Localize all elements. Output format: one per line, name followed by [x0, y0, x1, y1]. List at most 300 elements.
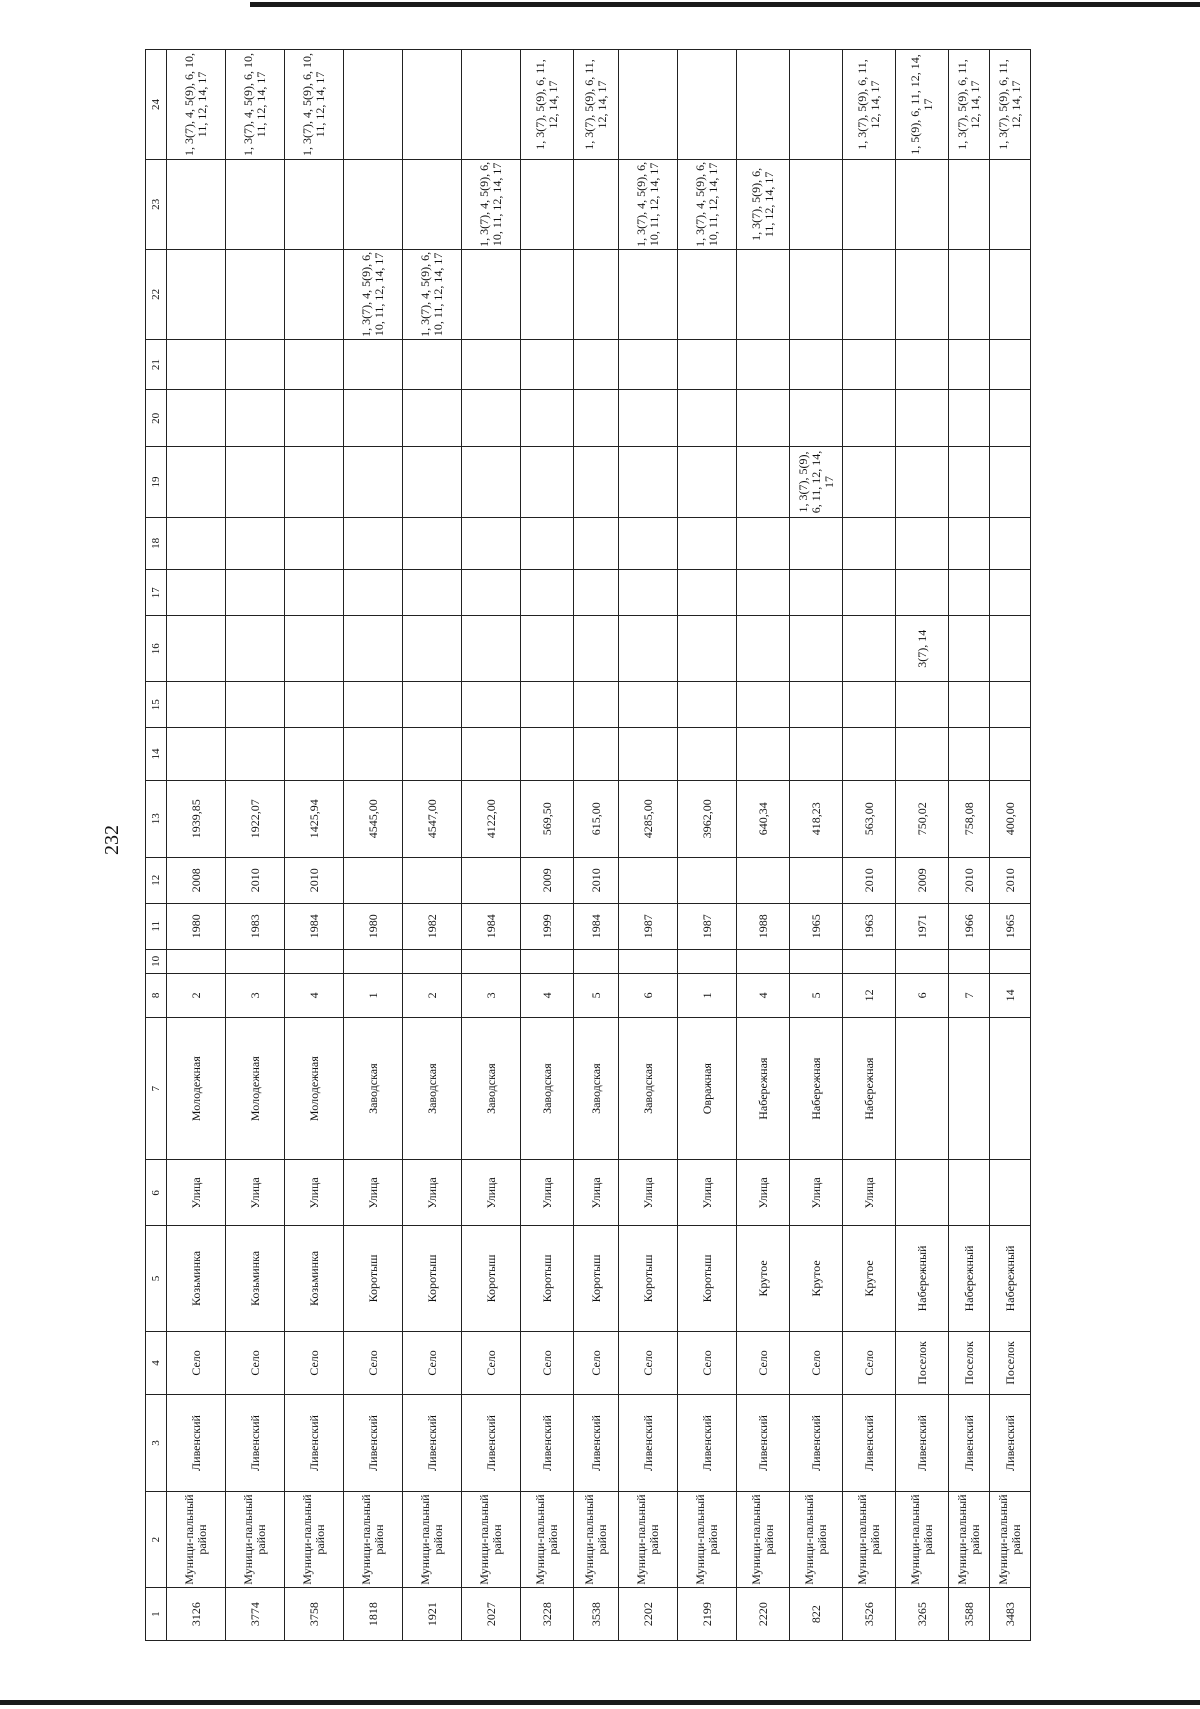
col-23: 1, 3(7), 4, 5(9), 6, 10, 11, 12, 14, 17 — [619, 159, 678, 249]
table-row — [167, 50, 226, 1641]
col-21 — [678, 339, 737, 389]
col-14 — [226, 728, 285, 781]
col-16 — [226, 616, 285, 682]
col-17 — [574, 570, 619, 616]
col-20 — [574, 390, 619, 447]
row-id: 3526 — [843, 1588, 896, 1641]
year-repair: 2010 — [949, 857, 990, 903]
year-built: 1980 — [167, 903, 226, 949]
year-repair: 2010 — [226, 857, 285, 903]
col-17 — [896, 570, 949, 616]
year-built: 1999 — [521, 903, 574, 949]
col-23 — [226, 159, 285, 249]
col-19 — [521, 447, 574, 517]
col-21 — [226, 339, 285, 389]
col-15 — [226, 682, 285, 728]
column-number: 24 — [146, 50, 167, 160]
col-18 — [167, 517, 226, 570]
col-20 — [990, 390, 1031, 447]
row-id: 3126 — [167, 1588, 226, 1641]
street-type: Улица — [167, 1160, 226, 1226]
col-15 — [843, 682, 896, 728]
col-14 — [790, 728, 843, 781]
year-built: 1965 — [790, 903, 843, 949]
col-10 — [167, 949, 226, 973]
row-id: 3483 — [990, 1588, 1031, 1641]
col-14 — [619, 728, 678, 781]
col-10 — [737, 949, 790, 973]
year-repair — [403, 857, 462, 903]
table-row — [990, 50, 1031, 1641]
col-10 — [896, 949, 949, 973]
col-16 — [344, 616, 403, 682]
house: 1 — [678, 973, 737, 1017]
year-repair: 2009 — [521, 857, 574, 903]
col-17 — [843, 570, 896, 616]
col-17 — [990, 570, 1031, 616]
street-type: Улица — [619, 1160, 678, 1226]
col-21 — [285, 339, 344, 389]
year-repair: 2010 — [990, 857, 1031, 903]
year-built: 1971 — [896, 903, 949, 949]
col-15 — [790, 682, 843, 728]
col-21 — [574, 339, 619, 389]
year-repair: 2010 — [285, 857, 344, 903]
street-type — [896, 1160, 949, 1226]
col-14 — [344, 728, 403, 781]
column-number: 10 — [146, 949, 167, 973]
column-number: 7 — [146, 1017, 167, 1160]
col-19 — [285, 447, 344, 517]
col-16 — [403, 616, 462, 682]
district: Ливенский — [574, 1395, 619, 1492]
column-number: 12 — [146, 857, 167, 903]
settlement: Коротыш — [403, 1226, 462, 1331]
settlement-type: Поселок — [896, 1331, 949, 1395]
settlement-type: Село — [678, 1331, 737, 1395]
year-built: 1984 — [574, 903, 619, 949]
col-14 — [896, 728, 949, 781]
col-15 — [462, 682, 521, 728]
col-16 — [790, 616, 843, 682]
table-row — [285, 50, 344, 1641]
col-22 — [285, 249, 344, 339]
area: 569,50 — [521, 780, 574, 857]
year-built: 1984 — [462, 903, 521, 949]
col-15 — [167, 682, 226, 728]
register-table-frame — [145, 49, 1200, 1641]
col-23: 1, 3(7), 4, 5(9), 6, 10, 11, 12, 14, 17 — [678, 159, 737, 249]
col-17 — [790, 570, 843, 616]
col-16 — [574, 616, 619, 682]
house: 2 — [403, 973, 462, 1017]
year-built: 1965 — [990, 903, 1031, 949]
district: Ливенский — [521, 1395, 574, 1492]
municipality: Муници-пальный район — [843, 1491, 896, 1588]
col-15 — [344, 682, 403, 728]
house: 4 — [737, 973, 790, 1017]
col-14 — [462, 728, 521, 781]
col-24: 1, 3(7), 5(9), 6, 11, 12, 14, 17 — [521, 50, 574, 160]
col-15 — [949, 682, 990, 728]
col-22 — [619, 249, 678, 339]
col-23 — [990, 159, 1031, 249]
municipality: Муници-пальный район — [896, 1491, 949, 1588]
column-number: 22 — [146, 249, 167, 339]
col-20 — [403, 390, 462, 447]
area: 1939,85 — [167, 780, 226, 857]
col-24: 1, 3(7), 4, 5(9), 6, 10, 11, 12, 14, 17 — [226, 50, 285, 160]
house: 3 — [462, 973, 521, 1017]
col-23 — [790, 159, 843, 249]
year-built: 1966 — [949, 903, 990, 949]
district: Ливенский — [285, 1395, 344, 1492]
col-20 — [896, 390, 949, 447]
municipality: Муници-пальный район — [521, 1491, 574, 1588]
municipality: Муници-пальный район — [403, 1491, 462, 1588]
col-22: 1, 3(7), 4, 5(9), 6, 10, 11, 12, 14, 17 — [344, 249, 403, 339]
settlement: Козьминка — [167, 1226, 226, 1331]
column-number: 17 — [146, 570, 167, 616]
table-row — [462, 50, 521, 1641]
col-19 — [574, 447, 619, 517]
street: Заводская — [619, 1017, 678, 1160]
col-23: 1, 3(7), 5(9), 6, 11, 12, 14, 17 — [737, 159, 790, 249]
settlement: Коротыш — [619, 1226, 678, 1331]
col-23 — [949, 159, 990, 249]
col-17 — [949, 570, 990, 616]
col-16: 3(7), 14 — [896, 616, 949, 682]
street: Молодежная — [226, 1017, 285, 1160]
settlement-type: Село — [167, 1331, 226, 1395]
municipality: Муници-пальный район — [619, 1491, 678, 1588]
table-row — [403, 50, 462, 1641]
year-repair — [462, 857, 521, 903]
district: Ливенский — [462, 1395, 521, 1492]
col-15 — [521, 682, 574, 728]
area: 4122,00 — [462, 780, 521, 857]
col-20 — [344, 390, 403, 447]
district: Ливенский — [403, 1395, 462, 1492]
col-24: 1, 5(9), 6, 11, 12, 14, 17 — [896, 50, 949, 160]
area: 4285,00 — [619, 780, 678, 857]
settlement: Коротыш — [574, 1226, 619, 1331]
column-number: 6 — [146, 1160, 167, 1226]
col-18 — [790, 517, 843, 570]
col-22 — [896, 249, 949, 339]
settlement-type: Село — [344, 1331, 403, 1395]
area: 1425,94 — [285, 780, 344, 857]
house: 2 — [167, 973, 226, 1017]
col-22: 1, 3(7), 4, 5(9), 6, 10, 11, 12, 14, 17 — [403, 249, 462, 339]
col-23 — [344, 159, 403, 249]
municipality: Муници-пальный район — [344, 1491, 403, 1588]
district: Ливенский — [990, 1395, 1031, 1492]
street-type: Улица — [843, 1160, 896, 1226]
column-number: 20 — [146, 390, 167, 447]
col-14 — [990, 728, 1031, 781]
col-16 — [949, 616, 990, 682]
street-type: Улица — [790, 1160, 843, 1226]
col-14 — [843, 728, 896, 781]
col-18 — [403, 517, 462, 570]
row-id: 3774 — [226, 1588, 285, 1641]
settlement-type: Село — [285, 1331, 344, 1395]
col-17 — [678, 570, 737, 616]
col-14 — [737, 728, 790, 781]
col-23 — [403, 159, 462, 249]
col-15 — [737, 682, 790, 728]
col-24 — [790, 50, 843, 160]
year-repair: 2010 — [574, 857, 619, 903]
street-type — [949, 1160, 990, 1226]
col-20 — [521, 390, 574, 447]
row-id: 2220 — [737, 1588, 790, 1641]
col-23 — [285, 159, 344, 249]
col-14 — [285, 728, 344, 781]
col-10 — [521, 949, 574, 973]
district: Ливенский — [344, 1395, 403, 1492]
col-16 — [285, 616, 344, 682]
col-16 — [990, 616, 1031, 682]
col-18 — [990, 517, 1031, 570]
column-number: 15 — [146, 682, 167, 728]
house: 7 — [949, 973, 990, 1017]
house: 5 — [790, 973, 843, 1017]
settlement-type: Село — [462, 1331, 521, 1395]
col-18 — [843, 517, 896, 570]
col-21 — [344, 339, 403, 389]
district: Ливенский — [619, 1395, 678, 1492]
settlement: Набережный — [896, 1226, 949, 1331]
street: Заводская — [403, 1017, 462, 1160]
col-18 — [344, 517, 403, 570]
column-number: 18 — [146, 517, 167, 570]
street: Заводская — [462, 1017, 521, 1160]
municipality: Муници-пальный район — [462, 1491, 521, 1588]
col-21 — [843, 339, 896, 389]
street: Набережная — [737, 1017, 790, 1160]
col-21 — [521, 339, 574, 389]
area: 4545,00 — [344, 780, 403, 857]
settlement-type: Село — [790, 1331, 843, 1395]
year-repair — [737, 857, 790, 903]
table-row — [226, 50, 285, 1641]
year-repair: 2010 — [843, 857, 896, 903]
area: 750,02 — [896, 780, 949, 857]
col-24: 1, 3(7), 4, 5(9), 6, 10, 11, 12, 14, 17 — [285, 50, 344, 160]
street: Молодежная — [285, 1017, 344, 1160]
table-row — [619, 50, 678, 1641]
row-id: 3538 — [574, 1588, 619, 1641]
area: 1922,07 — [226, 780, 285, 857]
column-number: 19 — [146, 447, 167, 517]
year-repair: 2008 — [167, 857, 226, 903]
area: 563,00 — [843, 780, 896, 857]
col-10 — [462, 949, 521, 973]
row-id: 1818 — [344, 1588, 403, 1641]
row-id: 2202 — [619, 1588, 678, 1641]
area: 400,00 — [990, 780, 1031, 857]
col-16 — [521, 616, 574, 682]
year-built: 1988 — [737, 903, 790, 949]
table-row — [737, 50, 790, 1641]
municipality: Муници-пальный район — [167, 1491, 226, 1588]
house: 14 — [990, 973, 1031, 1017]
column-number: 11 — [146, 903, 167, 949]
col-21 — [790, 339, 843, 389]
year-repair — [678, 857, 737, 903]
col-23 — [521, 159, 574, 249]
col-19 — [949, 447, 990, 517]
district: Ливенский — [843, 1395, 896, 1492]
col-20 — [226, 390, 285, 447]
col-23 — [574, 159, 619, 249]
col-14 — [949, 728, 990, 781]
district: Ливенский — [737, 1395, 790, 1492]
col-24: 1, 3(7), 5(9), 6, 11, 12, 14, 17 — [843, 50, 896, 160]
settlement-type: Село — [521, 1331, 574, 1395]
street-type: Улица — [462, 1160, 521, 1226]
col-15 — [285, 682, 344, 728]
street: Овражная — [678, 1017, 737, 1160]
street-type: Улица — [226, 1160, 285, 1226]
house: 3 — [226, 973, 285, 1017]
district: Ливенский — [949, 1395, 990, 1492]
municipality: Муници-пальный район — [990, 1491, 1031, 1588]
street-type: Улица — [521, 1160, 574, 1226]
page-number: 232 — [101, 825, 123, 855]
col-17 — [285, 570, 344, 616]
settlement: Крутое — [737, 1226, 790, 1331]
table-row — [521, 50, 574, 1641]
table-row — [790, 50, 843, 1641]
settlement-type: Поселок — [949, 1331, 990, 1395]
column-number-row — [146, 50, 167, 1641]
col-19: 1, 3(7), 5(9), 6, 11, 12, 14, 17 — [790, 447, 843, 517]
col-24: 1, 3(7), 5(9), 6, 11, 12, 14, 17 — [949, 50, 990, 160]
bottom-rule — [0, 1700, 1200, 1705]
col-17 — [226, 570, 285, 616]
street: Заводская — [574, 1017, 619, 1160]
col-16 — [737, 616, 790, 682]
house: 5 — [574, 973, 619, 1017]
street: Заводская — [521, 1017, 574, 1160]
area: 758,08 — [949, 780, 990, 857]
col-16 — [843, 616, 896, 682]
column-number: 5 — [146, 1226, 167, 1331]
street-type: Улица — [574, 1160, 619, 1226]
col-19 — [167, 447, 226, 517]
row-id: 3588 — [949, 1588, 990, 1641]
settlement-type: Поселок — [990, 1331, 1031, 1395]
col-17 — [344, 570, 403, 616]
district: Ливенский — [226, 1395, 285, 1492]
col-24: 1, 3(7), 5(9), 6, 11, 12, 14, 17 — [990, 50, 1031, 160]
col-20 — [462, 390, 521, 447]
year-built: 1980 — [344, 903, 403, 949]
column-number: 14 — [146, 728, 167, 781]
col-22 — [521, 249, 574, 339]
area: 3962,00 — [678, 780, 737, 857]
col-21 — [896, 339, 949, 389]
register-table — [145, 49, 1031, 1641]
col-19 — [462, 447, 521, 517]
col-18 — [678, 517, 737, 570]
municipality: Муници-пальный район — [737, 1491, 790, 1588]
row-id: 3758 — [285, 1588, 344, 1641]
col-10 — [285, 949, 344, 973]
district: Ливенский — [790, 1395, 843, 1492]
municipality: Муници-пальный район — [949, 1491, 990, 1588]
year-repair: 2009 — [896, 857, 949, 903]
col-19 — [843, 447, 896, 517]
col-20 — [167, 390, 226, 447]
street-type: Улица — [403, 1160, 462, 1226]
settlement-type: Село — [403, 1331, 462, 1395]
house: 6 — [619, 973, 678, 1017]
table-row — [896, 50, 949, 1641]
col-17 — [167, 570, 226, 616]
house: 4 — [521, 973, 574, 1017]
col-10 — [790, 949, 843, 973]
street-type: Улица — [678, 1160, 737, 1226]
col-17 — [462, 570, 521, 616]
col-24 — [403, 50, 462, 160]
street-type: Улица — [344, 1160, 403, 1226]
col-19 — [896, 447, 949, 517]
settlement-type: Село — [619, 1331, 678, 1395]
col-22 — [843, 249, 896, 339]
col-16 — [678, 616, 737, 682]
street: Набережная — [843, 1017, 896, 1160]
col-23 — [167, 159, 226, 249]
row-id: 3265 — [896, 1588, 949, 1641]
col-20 — [285, 390, 344, 447]
settlement: Коротыш — [521, 1226, 574, 1331]
row-id: 3228 — [521, 1588, 574, 1641]
col-21 — [403, 339, 462, 389]
year-built: 1963 — [843, 903, 896, 949]
street-type: Улица — [737, 1160, 790, 1226]
settlement: Набережный — [990, 1226, 1031, 1331]
district: Ливенский — [678, 1395, 737, 1492]
column-number: 16 — [146, 616, 167, 682]
col-24 — [462, 50, 521, 160]
street-type: Улица — [285, 1160, 344, 1226]
col-22 — [737, 249, 790, 339]
municipality: Муници-пальный район — [574, 1491, 619, 1588]
col-22 — [167, 249, 226, 339]
column-number: 23 — [146, 159, 167, 249]
district: Ливенский — [896, 1395, 949, 1492]
col-17 — [403, 570, 462, 616]
street: Заводская — [344, 1017, 403, 1160]
column-number: 13 — [146, 780, 167, 857]
col-16 — [619, 616, 678, 682]
year-built: 1982 — [403, 903, 462, 949]
area: 615,00 — [574, 780, 619, 857]
col-18 — [949, 517, 990, 570]
col-19 — [678, 447, 737, 517]
house: 1 — [344, 973, 403, 1017]
col-14 — [678, 728, 737, 781]
col-15 — [574, 682, 619, 728]
table-row — [344, 50, 403, 1641]
col-15 — [896, 682, 949, 728]
col-22 — [949, 249, 990, 339]
table-row — [574, 50, 619, 1641]
